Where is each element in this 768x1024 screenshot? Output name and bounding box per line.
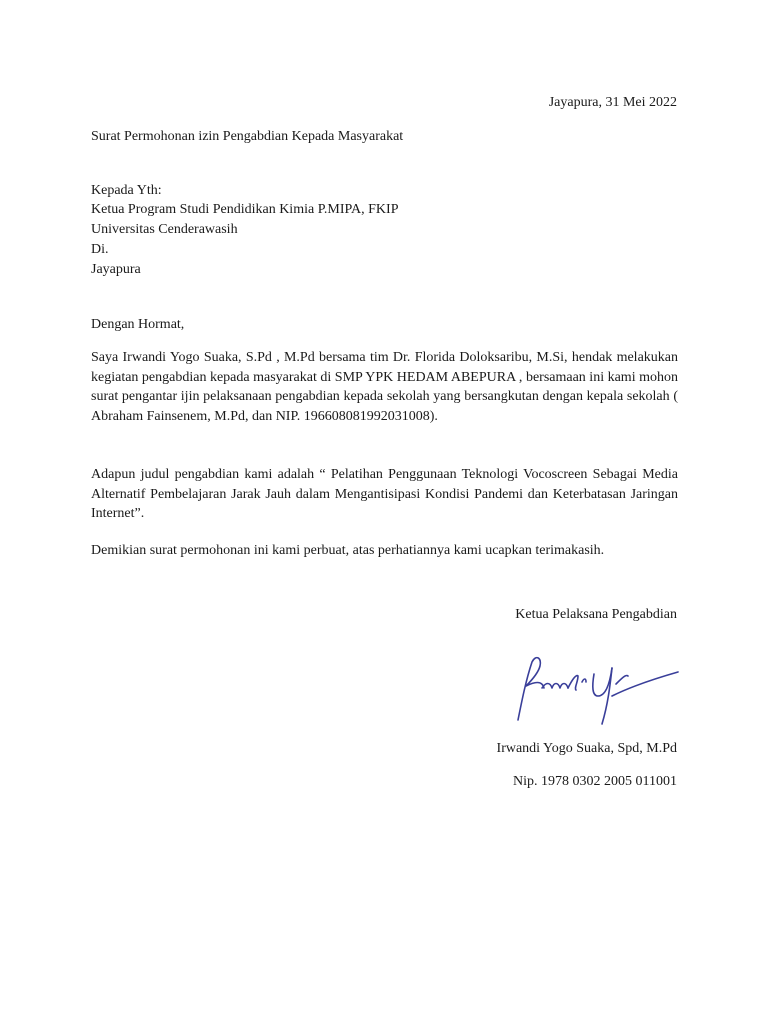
recipient-line: Kepada Yth: xyxy=(91,183,162,198)
body-paragraph-1: Saya Irwandi Yogo Suaka, S.Pd , M.Pd bersama tim Dr. Florida Doloksaribu, M.Si, hendak melakukan kegiatan pengabdian kepada masyarakat di SMP YPK HEDAM ABEPURA , bersamaan ini kami mohon surat pengantar ijin pelaksanaan pengabdian kepada sekolah yang bersangkutan dengan kepala sekolah ( Abraham Fainsenem, M.Pd, dan NIP. 196608081992031008). xyxy=(91,350,678,424)
signatory-nip: Nip. 1978 0302 2005 011001 xyxy=(513,774,677,789)
body-paragraph-3: Demikian surat permohonan ini kami perbuat, atas perhatiannya kami ucapkan terimakasih. xyxy=(91,543,605,558)
recipient-line: Universitas Cenderawasih xyxy=(91,222,238,237)
body-paragraph-2: Adapun judul pengabdian kami adalah “ Pelatihan Penggunaan Teknologi Vocoscreen Sebagai Media Alternatif Pembelajaran Jarak Jauh dalam Mengantisipasi Kondisi Pandemi dan Keterbatasan Jaringan Internet”. xyxy=(91,467,678,521)
place-date: Jayapura, 31 Mei 2022 xyxy=(548,95,677,110)
signature-image xyxy=(512,652,682,732)
greeting: Dengan Hormat, xyxy=(91,317,185,332)
recipient-line: Ketua Program Studi Pendidikan Kimia P.MIPA, FKIP xyxy=(91,202,399,217)
recipient-line: Di. xyxy=(91,242,109,257)
recipient-line: Jayapura xyxy=(91,262,141,277)
signatory-name: Irwandi Yogo Suaka, Spd, M.Pd xyxy=(496,741,677,756)
signatory-role: Ketua Pelaksana Pengabdian xyxy=(515,607,677,622)
letter-subject: Surat Permohonan izin Pengabdian Kepada Masyarakat xyxy=(91,129,404,144)
